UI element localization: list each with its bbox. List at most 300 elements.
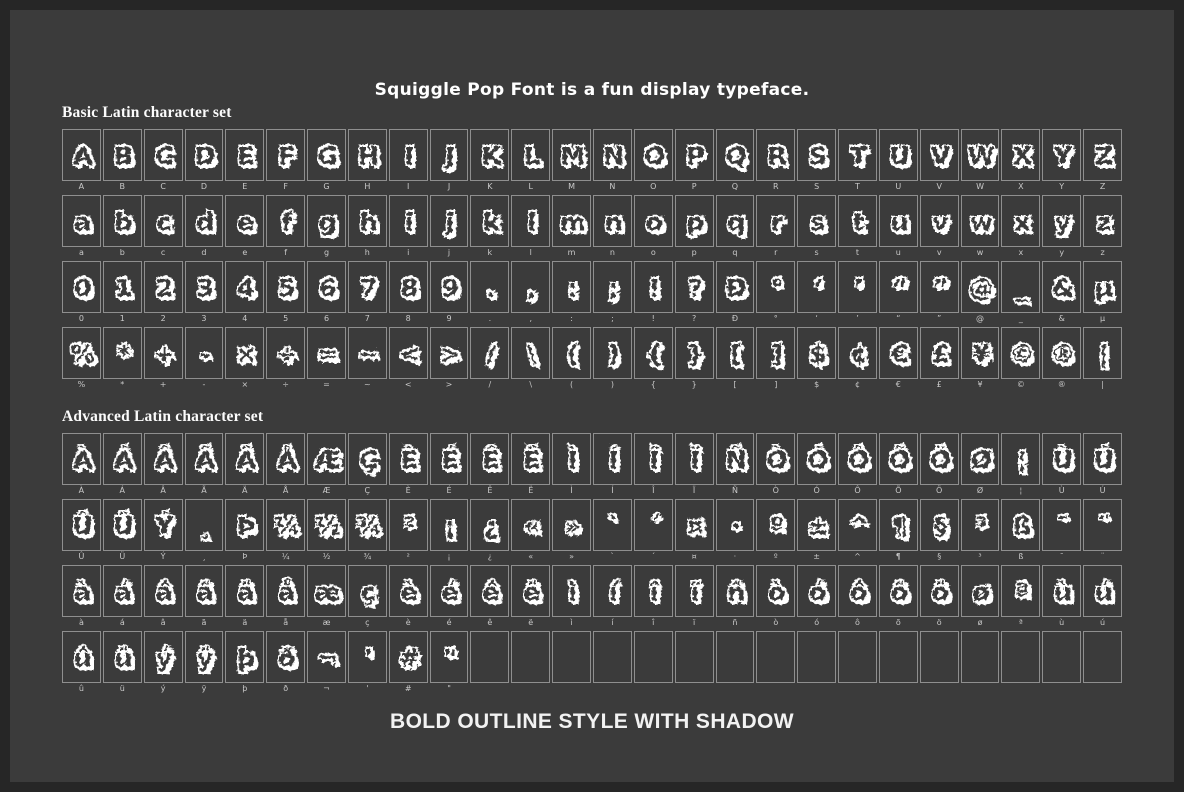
- glyph-box: [961, 261, 1000, 313]
- display-glyph: +: [153, 339, 174, 367]
- char-label: 8: [405, 314, 411, 323]
- char-label: Ò: [772, 486, 779, 495]
- glyph-box: [389, 631, 428, 683]
- glyph-box: [225, 433, 264, 485]
- display-glyph: /: [485, 339, 495, 367]
- glyph-cell: [756, 499, 795, 564]
- glyph-row: [62, 129, 1122, 194]
- display-glyph: ÿ: [196, 643, 212, 671]
- glyph-box: [920, 195, 959, 247]
- display-glyph: Z: [1093, 141, 1112, 169]
- glyph-cell: [838, 195, 877, 260]
- display-glyph: v: [931, 207, 948, 235]
- glyph-cell: [1001, 129, 1040, 194]
- glyph-cell: [716, 631, 755, 696]
- char-label: (: [570, 380, 574, 389]
- glyph-cell: [430, 327, 469, 392]
- glyph-cell: [1042, 261, 1081, 326]
- char-label: j: [447, 248, 451, 257]
- glyph-box: [62, 565, 101, 617]
- display-glyph: %: [69, 339, 94, 367]
- char-label: l: [529, 248, 532, 257]
- display-glyph: ,: [526, 273, 536, 301]
- char-label: È: [405, 486, 411, 495]
- glyph-cell: [348, 565, 387, 630]
- glyph-box: [920, 499, 959, 551]
- char-label: ': [366, 684, 369, 693]
- glyph-cell: [1001, 261, 1040, 326]
- char-label: «: [528, 552, 534, 561]
- glyph-cell: [430, 129, 469, 194]
- glyph-box: [756, 195, 795, 247]
- display-glyph: C: [154, 141, 172, 169]
- glyph-box: [634, 499, 673, 551]
- glyph-box: [511, 631, 550, 683]
- glyph-box: [225, 195, 264, 247]
- advanced-latin-grid: [62, 433, 1122, 696]
- glyph-cell: [1001, 499, 1040, 564]
- glyph-box: [266, 195, 305, 247]
- display-glyph: ¶: [890, 511, 906, 539]
- glyph-cell: [634, 565, 673, 630]
- glyph-cell: [634, 261, 673, 326]
- section-advanced-latin: [10, 408, 1174, 696]
- glyph-cell: [1083, 565, 1122, 630]
- glyph-box: [470, 195, 509, 247]
- display-glyph: Ö: [928, 445, 950, 473]
- char-label: i: [407, 248, 410, 257]
- glyph-box: [1083, 499, 1122, 551]
- glyph-cell: [593, 433, 632, 498]
- glyph-cell: [716, 565, 755, 630]
- glyph-cell: [144, 261, 183, 326]
- glyph-box: [1001, 499, 1040, 551]
- glyph-cell: [716, 499, 755, 564]
- glyph-cell: [675, 327, 714, 392]
- char-label: Ô: [854, 486, 861, 495]
- char-label: ×: [241, 380, 249, 389]
- glyph-box: [430, 195, 469, 247]
- char-label: ß: [1018, 552, 1024, 561]
- char-label: [838, 683, 877, 695]
- glyph-cell: [266, 261, 305, 326]
- glyph-box: [470, 499, 509, 551]
- glyph-cell: [144, 195, 183, 260]
- char-label: ÷: [282, 380, 289, 389]
- char-label: ü: [119, 684, 125, 693]
- glyph-cell: [430, 261, 469, 326]
- char-label: ^: [854, 552, 861, 561]
- glyph-box: [348, 631, 387, 683]
- glyph-cell: [716, 129, 755, 194]
- char-label: ç: [365, 618, 370, 627]
- glyph-cell: [879, 327, 918, 392]
- glyph-box: [920, 261, 959, 313]
- char-label: º: [773, 552, 778, 561]
- glyph-box: [185, 327, 224, 379]
- char-label: û: [78, 684, 84, 693]
- glyph-cell: [225, 433, 264, 498]
- display-glyph: ¼: [273, 511, 299, 539]
- glyph-box: [430, 327, 469, 379]
- glyph-cell: [225, 195, 264, 260]
- glyph-cell: [389, 195, 428, 260]
- glyph-box: [348, 565, 387, 617]
- glyph-cell: [797, 129, 836, 194]
- char-label: ?: [691, 314, 697, 323]
- char-label: z: [1100, 248, 1105, 257]
- glyph-cell: [62, 565, 101, 630]
- display-glyph: D: [193, 141, 214, 169]
- display-glyph: ë: [522, 577, 539, 605]
- char-label: 3: [201, 314, 207, 323]
- char-label: ú: [1100, 618, 1106, 627]
- display-glyph: å: [277, 577, 294, 605]
- glyph-box: [103, 129, 142, 181]
- display-glyph: ð: [277, 643, 294, 671]
- display-glyph: $: [808, 339, 825, 367]
- char-label: ÿ: [201, 684, 207, 693]
- display-glyph: ê: [481, 577, 499, 605]
- display-glyph: þ: [236, 643, 254, 671]
- char-label: T: [855, 182, 860, 191]
- glyph-cell: [593, 129, 632, 194]
- glyph-box: [838, 129, 877, 181]
- char-label: Q: [731, 182, 739, 191]
- char-label: Ü: [119, 552, 126, 561]
- glyph-cell: [430, 433, 469, 498]
- glyph-cell: [552, 327, 591, 392]
- display-glyph: Ý: [154, 511, 172, 539]
- display-glyph: (: [566, 339, 578, 367]
- glyph-box: [879, 499, 918, 551]
- glyph-box: [756, 631, 795, 683]
- glyph-cell: [634, 499, 673, 564]
- glyph-cell: [1083, 195, 1122, 260]
- display-glyph: s: [809, 207, 824, 235]
- glyph-cell: [920, 327, 959, 392]
- glyph-box: [307, 261, 346, 313]
- glyph-box: [266, 261, 305, 313]
- char-label: ¦: [1019, 486, 1023, 495]
- char-label: Ø: [976, 486, 984, 495]
- char-label: 0: [78, 314, 84, 323]
- display-glyph: ì: [567, 577, 576, 605]
- char-label: P: [691, 182, 697, 191]
- glyph-box: [716, 327, 755, 379]
- char-label: E: [242, 182, 248, 191]
- display-glyph: ï: [689, 577, 699, 605]
- glyph-box: [1001, 565, 1040, 617]
- char-label: Z: [1099, 182, 1106, 191]
- display-glyph: î: [649, 577, 658, 605]
- char-label: X: [1018, 182, 1024, 191]
- glyph-box: [511, 433, 550, 485]
- page-title: Squiggle Pop Font is a fun display typeface.: [374, 80, 810, 100]
- char-label: ¯: [1059, 552, 1064, 561]
- display-glyph: ©: [1008, 339, 1033, 367]
- glyph-box: [593, 261, 632, 313]
- display-glyph: =: [316, 339, 337, 367]
- glyph-cell: [716, 433, 755, 498]
- glyph-cell: [1083, 433, 1122, 498]
- display-glyph: Ä: [235, 445, 255, 473]
- glyph-cell: [430, 499, 469, 564]
- glyph-cell: [62, 631, 101, 696]
- char-label: ,: [529, 314, 532, 323]
- glyph-row: [62, 327, 1122, 392]
- char-label: Ñ: [731, 486, 738, 495]
- glyph-cell: [1042, 631, 1081, 696]
- char-label: N: [609, 182, 616, 191]
- glyph-box: [634, 433, 673, 485]
- glyph-row: [62, 565, 1122, 630]
- char-label: [797, 683, 836, 695]
- glyph-cell: [389, 261, 428, 326]
- glyph-box: [225, 327, 264, 379]
- glyph-cell: [797, 195, 836, 260]
- display-glyph: í: [608, 577, 617, 605]
- glyph-box: [389, 195, 428, 247]
- display-glyph: R: [766, 141, 786, 169]
- char-label: Ä: [242, 486, 248, 495]
- display-glyph: ': [363, 643, 372, 671]
- char-label: :: [570, 314, 573, 323]
- display-glyph: |: [1098, 339, 1107, 367]
- display-glyph: j: [444, 207, 454, 235]
- glyph-box: [225, 565, 264, 617]
- display-glyph: #: [398, 643, 419, 671]
- glyph-cell: [879, 195, 918, 260]
- display-glyph: ¤: [686, 511, 702, 539]
- glyph-box: [470, 433, 509, 485]
- char-label: o: [650, 248, 656, 257]
- glyph-row: [62, 195, 1122, 260]
- glyph-box: [62, 129, 101, 181]
- glyph-cell: [1001, 565, 1040, 630]
- display-glyph: ): [606, 339, 618, 367]
- glyph-box: [1042, 565, 1081, 617]
- char-label: |: [1101, 380, 1104, 389]
- glyph-cell: [675, 129, 714, 194]
- glyph-cell: [348, 195, 387, 260]
- char-label: %: [77, 380, 86, 389]
- display-glyph: A: [72, 141, 91, 169]
- char-label: ù: [1059, 618, 1065, 627]
- glyph-cell: [675, 195, 714, 260]
- glyph-box: [144, 195, 183, 247]
- glyph-box: [797, 129, 836, 181]
- char-label: .: [488, 314, 492, 323]
- display-glyph: Ó: [806, 445, 827, 473]
- glyph-cell: [470, 195, 509, 260]
- glyph-cell: [961, 631, 1000, 696]
- char-label: ·: [733, 552, 737, 561]
- glyph-box: [716, 261, 755, 313]
- glyph-box: [593, 129, 632, 181]
- display-glyph: Ú: [1092, 445, 1113, 473]
- glyph-box: [62, 631, 101, 683]
- display-glyph: £: [930, 339, 948, 367]
- glyph-cell: [470, 129, 509, 194]
- display-glyph: ?: [687, 273, 702, 301]
- glyph-box: [103, 565, 142, 617]
- glyph-cell: [225, 327, 264, 392]
- glyph-cell: [511, 261, 550, 326]
- display-glyph: U: [888, 141, 909, 169]
- char-label: »: [569, 552, 575, 561]
- glyph-cell: [756, 261, 795, 326]
- glyph-box: [470, 631, 509, 683]
- display-glyph: è: [400, 577, 417, 605]
- glyph-box: [675, 433, 714, 485]
- glyph-cell: [593, 631, 632, 696]
- glyph-row: [62, 261, 1122, 326]
- display-glyph: m: [559, 207, 585, 235]
- glyph-row: [62, 499, 1122, 564]
- glyph-box: [756, 565, 795, 617]
- glyph-box: [838, 261, 877, 313]
- glyph-box: [920, 327, 959, 379]
- glyph-box: [430, 631, 469, 683]
- char-label: ®: [1057, 380, 1066, 389]
- glyph-cell: [307, 631, 346, 696]
- display-glyph: k: [481, 207, 498, 235]
- glyph-cell: [103, 631, 142, 696]
- glyph-cell: [838, 631, 877, 696]
- glyph-box: [879, 327, 918, 379]
- display-glyph: *: [115, 339, 129, 367]
- glyph-box: [470, 261, 509, 313]
- char-label: ²: [406, 552, 410, 561]
- char-label: h: [364, 248, 370, 257]
- display-glyph: €: [889, 339, 907, 367]
- char-label: c: [160, 248, 166, 257]
- char-label: I: [407, 182, 410, 191]
- glyph-box: [389, 327, 428, 379]
- glyph-box: [634, 327, 673, 379]
- glyph-cell: [1042, 327, 1081, 392]
- glyph-box: [797, 261, 836, 313]
- glyph-cell: [389, 565, 428, 630]
- char-label: Ö: [936, 486, 943, 495]
- display-glyph: b: [113, 207, 131, 235]
- glyph-box: [348, 195, 387, 247]
- display-glyph: 3: [195, 273, 213, 301]
- display-glyph: q: [726, 207, 744, 235]
- glyph-cell: [225, 631, 264, 696]
- glyph-cell: [62, 499, 101, 564]
- display-glyph: ½: [314, 511, 339, 539]
- char-label: x: [1018, 248, 1024, 257]
- glyph-box: [430, 565, 469, 617]
- glyph-cell: [470, 261, 509, 326]
- display-glyph: H: [357, 141, 378, 169]
- glyph-cell: [103, 327, 142, 392]
- display-glyph: Õ: [888, 445, 909, 473]
- glyph-box: [103, 327, 142, 379]
- char-label: ö: [936, 618, 942, 627]
- glyph-cell: [470, 433, 509, 498]
- glyph-box: [185, 631, 224, 683]
- glyph-box: [838, 195, 877, 247]
- display-glyph: I: [403, 141, 413, 169]
- char-label: ø: [977, 618, 983, 627]
- glyph-cell: [1001, 327, 1040, 392]
- glyph-cell: [961, 433, 1000, 498]
- glyph-cell: [675, 261, 714, 326]
- glyph-cell: [185, 433, 224, 498]
- display-glyph: Í: [607, 445, 617, 473]
- glyph-box: [1042, 433, 1081, 485]
- glyph-cell: [675, 631, 714, 696]
- display-glyph: x: [1013, 207, 1029, 235]
- display-glyph: Ù: [1051, 445, 1072, 473]
- glyph-box: [1083, 433, 1122, 485]
- char-label: ‘: [815, 314, 818, 323]
- display-glyph: E: [236, 141, 253, 169]
- glyph-box: [675, 195, 714, 247]
- char-label: ]: [774, 380, 778, 389]
- glyph-cell: [797, 499, 836, 564]
- display-glyph: 0: [73, 273, 90, 301]
- glyph-box: [225, 261, 264, 313]
- glyph-box: [389, 499, 428, 551]
- glyph-cell: [307, 433, 346, 498]
- glyph-cell: [511, 327, 550, 392]
- glyph-box: [185, 129, 224, 181]
- glyph-cell: [62, 195, 101, 260]
- char-label: ’: [856, 314, 859, 323]
- display-glyph: L: [523, 141, 539, 169]
- glyph-cell: [961, 261, 1000, 326]
- display-glyph: ª: [1014, 577, 1028, 605]
- glyph-box: [797, 195, 836, 247]
- display-glyph: â: [155, 577, 172, 605]
- glyph-box: [920, 129, 959, 181]
- char-label: þ: [242, 684, 248, 693]
- glyph-cell: [675, 499, 714, 564]
- glyph-box: [470, 129, 509, 181]
- glyph-cell: [756, 565, 795, 630]
- char-label: 4: [242, 314, 248, 323]
- display-glyph: ç: [360, 577, 375, 605]
- glyph-row: [62, 433, 1122, 498]
- char-label: ò: [773, 618, 779, 627]
- glyph-cell: [1001, 195, 1040, 260]
- glyph-cell: [103, 195, 142, 260]
- glyph-cell: [348, 327, 387, 392]
- glyph-box: [797, 565, 836, 617]
- char-label: Ù: [1058, 486, 1065, 495]
- glyph-cell: [307, 499, 346, 564]
- char-label: 1: [119, 314, 125, 323]
- glyph-cell: [593, 327, 632, 392]
- display-glyph: Â: [153, 445, 173, 473]
- glyph-cell: [797, 261, 836, 326]
- char-label: ©: [1016, 380, 1025, 389]
- glyph-cell: [716, 195, 755, 260]
- glyph-box: [225, 631, 264, 683]
- char-label: [634, 683, 673, 695]
- display-glyph: ‘: [812, 273, 822, 301]
- glyph-cell: [62, 327, 101, 392]
- glyph-cell: [797, 565, 836, 630]
- display-glyph: Ï: [689, 445, 699, 473]
- char-label: ¿: [487, 552, 492, 561]
- display-glyph: 2: [154, 273, 172, 301]
- glyph-box: [716, 499, 755, 551]
